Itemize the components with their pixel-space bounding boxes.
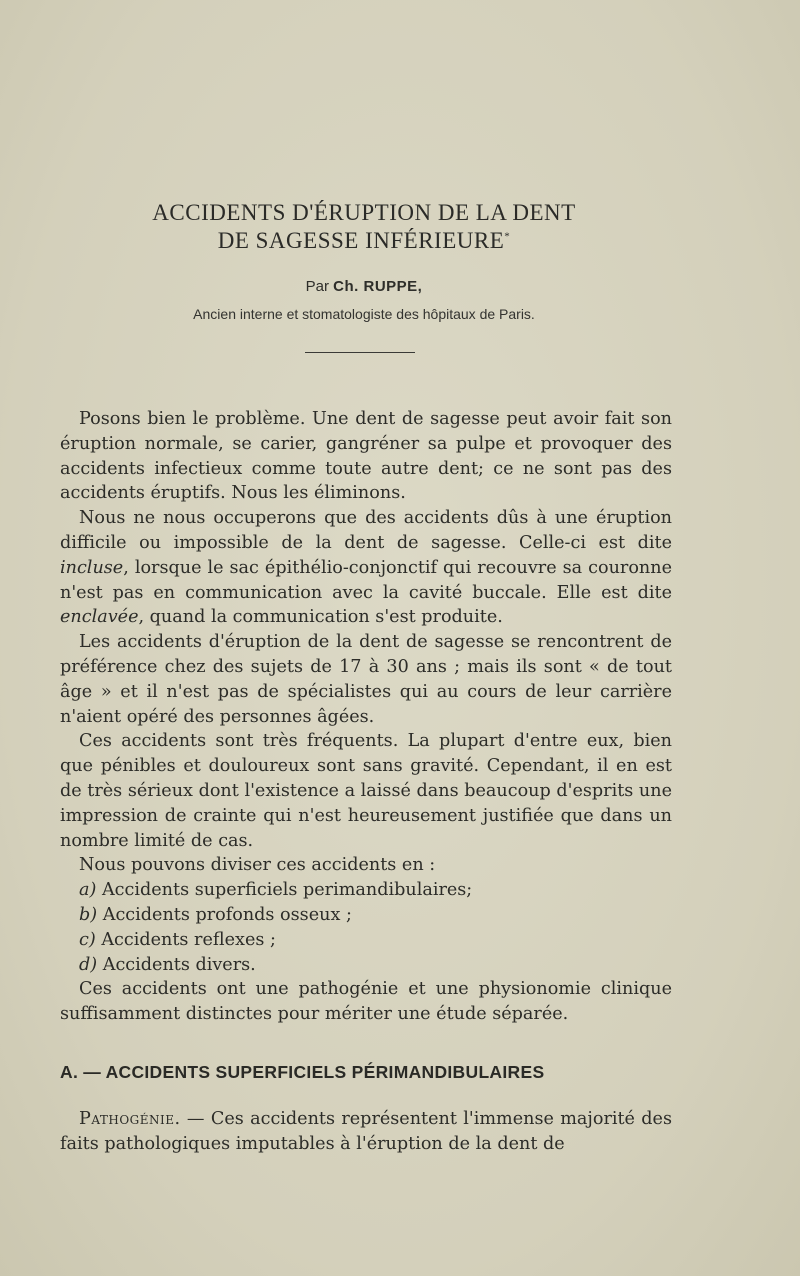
section-lead-separator: — <box>180 1109 211 1129</box>
list-marker: b) <box>79 904 98 925</box>
paragraph-5: Nous pouvons diviser ces accidents en : <box>79 855 436 876</box>
section-lead: Pathogénie. <box>79 1109 181 1129</box>
paragraph-2-part-b: , lorsque le sac épithélio-conjonctif qui recouvre sa couronne n'est pas en communication avec la cavité buccale. Elle est dite <box>60 557 672 603</box>
list-text: Accidents divers. <box>102 954 256 975</box>
list-marker: a) <box>79 880 97 901</box>
byline <box>0 278 728 295</box>
title-divider <box>305 352 415 353</box>
list-item <box>60 953 672 978</box>
term-enclavee: enclavée <box>60 607 139 628</box>
paragraph-4: Ces accidents sont très fréquents. La plupart d'entre eux, bien que pénibles et douloureux sont sans gravité. Cependant, il en est de très sérieux dont l'existence a laissé dans beaucoup d'esprits une impression de crainte qui n'est heureusement justifiée que dans un nombre limité de cas. <box>60 731 672 851</box>
section-paragraph <box>60 1107 672 1157</box>
footnote-mark: * <box>504 230 511 243</box>
article-title-line-1: ACCIDENTS D'ÉRUPTION DE LA DENT <box>152 200 576 225</box>
section-heading: A. — ACCIDENTS SUPERFICIELS PÉRIMANDIBULAIRES <box>60 1062 545 1082</box>
list-item <box>60 878 672 903</box>
closing-paragraph: Ces accidents ont une pathogénie et une physionomie clinique suffisamment distinctes pour mériter une étude séparée. <box>60 979 672 1025</box>
section-text: Ces accidents représentent l'immense majorité des faits pathologiques imputables à l'éruption de la dent de <box>60 1109 673 1154</box>
list-marker: d) <box>79 954 98 975</box>
byline-prefix: Par <box>305 278 329 295</box>
list-text: Accidents profonds osseux ; <box>102 904 352 925</box>
article-title-line-2 <box>0 228 728 254</box>
list-marker: c) <box>79 929 96 950</box>
paragraph-1: Posons bien le problème. Une dent de sagesse peut avoir fait son éruption normale, se carier, gangréner sa pulpe et provoquer des accidents infectieux comme toute autre dent; ce ne sont pas des accidents éruptifs. Nous les éliminons. <box>60 409 672 504</box>
paragraph-2 <box>60 506 672 630</box>
list-text: Accidents superficiels perimandibulaires; <box>101 880 473 901</box>
list-text: Accidents reflexes ; <box>101 929 276 950</box>
term-incluse: incluse <box>60 557 124 578</box>
paragraph-2-part-c: , quand la communication s'est produite. <box>138 607 503 628</box>
list-item <box>60 928 672 953</box>
paragraph-2-part-a: Nous ne nous occuperons que des accidents dûs à une éruption difficile ou impossible de la dent de sagesse. Celle-ci est dite <box>60 508 672 553</box>
article-title-line-2-text: DE SAGESSE INFÉRIEURE <box>217 228 505 253</box>
article-body <box>60 407 672 1027</box>
author-affiliation: Ancien interne et stomatologiste des hôpitaux de Paris. <box>193 306 535 322</box>
paragraph-3: Les accidents d'éruption de la dent de sagesse se rencontrent de préférence chez des sujets de 17 à 30 ans ; mais ils sont « de tout âge » et il n'est pas de spécialistes qui au cours de leur carrière n'aient opéré des personnes âgées. <box>60 632 672 727</box>
section-body <box>60 1107 672 1157</box>
list-item <box>60 903 672 928</box>
author-name: Ch. RUPPE, <box>333 278 423 295</box>
